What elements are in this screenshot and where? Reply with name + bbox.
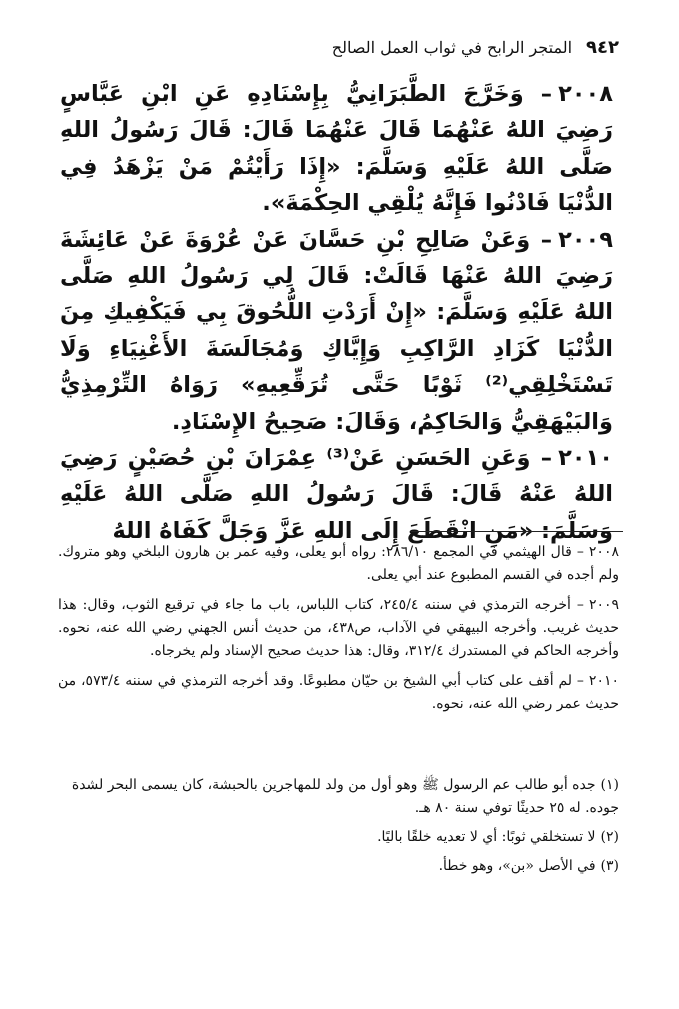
running-title: المتجر الرابح في ثواب العمل الصالح <box>331 37 573 57</box>
note-number: (٣) <box>600 858 619 874</box>
footnote-text: – لم أقف على كتاب أبي الشيخ بن حيّان مطبوعًا. وقد أخرجه الترمذي في سننه ٥٧٣/٤، من حديث عمر رضي الله عنه، نحوه. <box>58 673 619 712</box>
footnote-2009 <box>58 594 619 663</box>
hadith-body: – وَخَرَّجَ الطَّبَرَانِيُّ بِإِسْنَادِهِ عَنِ ابْنِ عَبَّاسٍ رَضِيَ اللهُ عَنْهُمَا قَالَ عَنْهُمَا قَالَ: قَالَ رَسُولُ اللهِ صَلَّى اللهُ عَلَيْهِ وَسَلَّمَ: «إِذَا رَأَيْتُمْ مَنْ يَزْهَدُ فِي الدُّنْيَا فَادْنُوا فَإِنَّهُ يُلْقِي الحِكْمَةَ». <box>60 81 613 217</box>
takhrij-notes <box>58 541 619 723</box>
hadith-number: ٢٠٠٨ <box>558 81 613 107</box>
footnote-number: ٢٠٠٨ <box>588 544 619 560</box>
footnote-text: – أخرجه الترمذي في سننه ٢٤٥/٤، كتاب اللباس، باب ما جاء في ترقيع الثوب، وقال: هذا حديث غريب. وأخرجه البيهقي في الآداب، ص٤٣٨، من حديث أنس الجهني رضي الله عنه، نحوه. وأخرجه الحاكم في المستدرك ٣١٢/٤، وقال: هذا حديث صحيح الإسناد ولم يخرجاه. <box>58 597 620 659</box>
hadith-body: – وَعَنْ صَالِحِ بْنِ حَسَّانَ عَنْ عُرْوَةَ عَنْ عَائِشَةَ رَضِيَ اللهُ عَنْهَا قَالَتْ: قَالَ لِي رَسُولُ اللهِ صَلَّى اللهُ عَلَيْهِ وَسَلَّمَ: «إِنْ أَرَدْتِ اللُّحُوقَ بِي فَيَكْفِيكِ مِنَ الدُّنْيَا كَزَادِ الرَّاكِبِ وَإِيَّاكِ وَمُجَالَسَةَ الأَغْنِيَاءِ وَلَا تَسْتَخْلِقِي⁽²⁾ ثَوْبًا حَتَّى تُرَقِّعِيهِ» رَوَاهُ التِّرْمِذِيُّ وَالبَيْهَقِيُّ وَالحَاكِمُ، وَقَالَ: صَحِيحُ الإِسْنَادِ. <box>60 226 613 435</box>
hadith-2010 <box>60 440 613 549</box>
footnote-separator <box>411 531 623 532</box>
running-header <box>60 34 619 60</box>
note-3 <box>58 855 619 878</box>
footnote-2010 <box>58 670 619 716</box>
note-number: (٢) <box>600 829 619 845</box>
page-number: ٩٤٢ <box>586 36 619 58</box>
hadith-2009 <box>60 222 613 440</box>
hadith-number: ٢٠١٠ <box>558 445 613 472</box>
footnote-number: ٢٠٠٩ <box>588 597 620 613</box>
note-text: جده أبو طالب عم الرسول ﷺ وهو أول من ولد للمهاجرين بالحبشة، كان يسمى البحر لشدة جوده. له ٢٥ حديثًا توفي سنة ٨٠ هـ. <box>71 777 619 816</box>
note-1 <box>58 774 619 820</box>
explanatory-notes <box>58 774 619 884</box>
hadith-2008 <box>60 76 613 222</box>
note-text: في الأصل «بن»، وهو خطأ. <box>438 858 596 874</box>
note-number: (١) <box>600 777 619 793</box>
footnote-2008 <box>58 541 619 587</box>
note-2 <box>58 826 619 849</box>
footnote-text: – قال الهيثمي في المجمع ٢٨٦/١٠: رواه أبو يعلى، وفيه عمر بن هارون البلخي وهو متروك. ولم أجده في القسم المطبوع عند أبي يعلى. <box>58 544 619 583</box>
footnote-number: ٢٠١٠ <box>588 673 619 689</box>
hadith-text-block <box>60 76 613 549</box>
hadith-body: – وَعَنِ الحَسَنِ عَنْ⁽³⁾ عِمْرَانَ بْنِ حُصَيْنٍ رَضِيَ اللهُ عَنْهُ قَالَ: قَالَ رَسُولُ اللهِ صَلَّى اللهُ عَلَيْهِ وَسَلَّمَ: «مَنِ انْقَطَعَ إِلَى اللهِ عَزَّ وَجَلَّ كَفَاهُ اللهُ <box>60 445 613 544</box>
hadith-number: ٢٠٠٩ <box>558 226 613 253</box>
note-text: لا تستخلقي ثوبًا: أي لا تعديه خلقًا باليًا. <box>377 829 596 845</box>
